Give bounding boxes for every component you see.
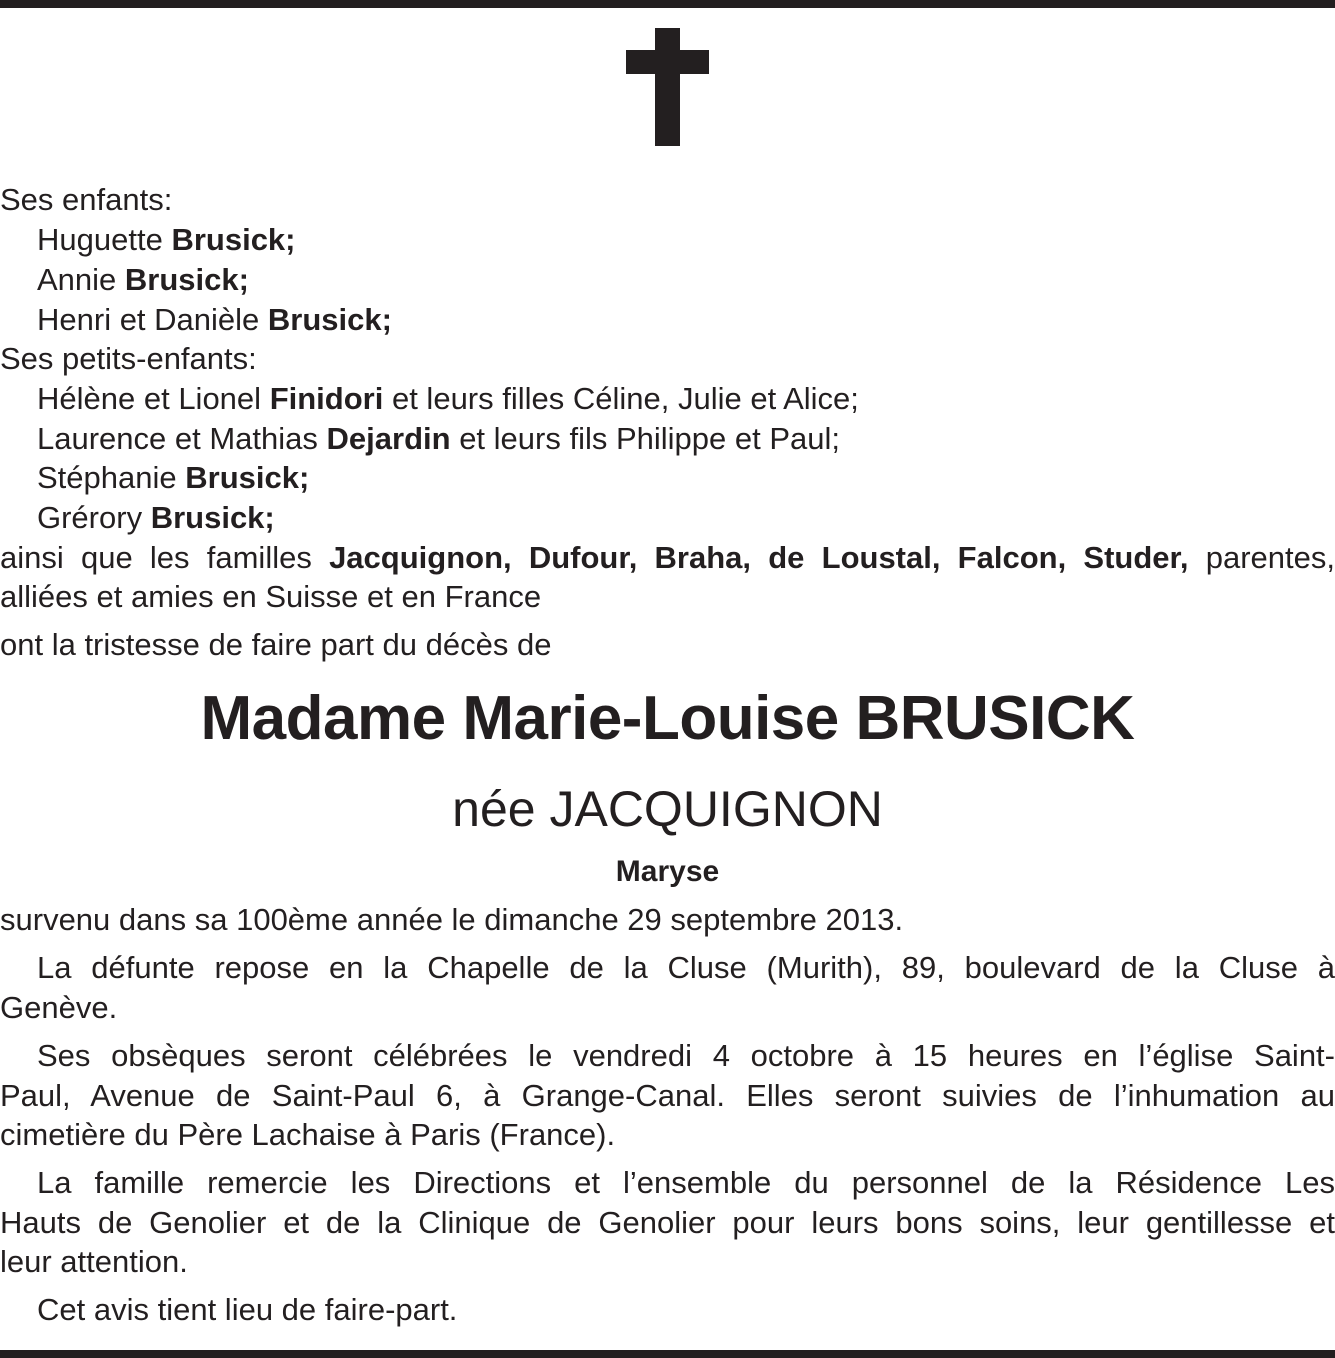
- repose-text-line-1: La défunte repose en la Chapelle de la Cluse (Murith), 89, boulevard de la Cluse à: [37, 950, 1335, 985]
- child-line: [0, 262, 1335, 298]
- repose-text-line-2: Genève.: [0, 990, 118, 1025]
- top-rule: [0, 0, 1335, 8]
- grandchild-given: Stéphanie: [37, 460, 177, 495]
- deceased-maiden-name: née JACQUIGNON: [452, 781, 883, 837]
- deceased-nickname: Maryse: [615, 855, 720, 888]
- grandchild-surname: Finidori: [269, 381, 384, 416]
- grandchild-line: [0, 381, 1335, 417]
- grandchild-given: Hélène et Lionel: [37, 381, 262, 416]
- other-families-prefix: ainsi que les familles: [0, 540, 312, 575]
- child-line: [0, 222, 1335, 258]
- grandchild-surname: Brusick;: [150, 500, 275, 535]
- other-families-names: Jacquignon, Dufour, Braha, de Loustal, Falcon, Studer,: [329, 540, 1189, 575]
- grandchild-suffix: et leurs fils Philippe et Paul;: [459, 421, 840, 456]
- funeral-text-line-1: Ses obsèques seront célébrées le vendredi 4 octobre à 15 heures en l’église Saint-: [37, 1038, 1335, 1073]
- other-families-suffix: parentes,: [1205, 540, 1335, 575]
- child-given: Huguette: [37, 222, 163, 257]
- grandchild-surname: Brusick;: [185, 460, 310, 495]
- funeral-text-line-2: Paul, Avenue de Saint-Paul 6, à Grange-Canal. Elles seront suivies de l’inhumation au: [0, 1078, 1335, 1113]
- death-notice-text: survenu dans sa 100ème année le dimanche 29 septembre 2013.: [0, 902, 904, 937]
- announcement-text: ont la tristesse de faire part du décès de: [0, 627, 552, 662]
- child-given: Henri et Danièle: [37, 302, 260, 337]
- cross-horizontal-bar: [626, 50, 709, 74]
- grandchild-line: [0, 500, 1335, 536]
- bottom-rule: [0, 1350, 1335, 1358]
- closing-text: Cet avis tient lieu de faire-part.: [37, 1292, 458, 1327]
- deceased-name: Madame Marie-Louise BRUSICK: [200, 684, 1135, 753]
- thanks-text-line-3: leur attention.: [0, 1244, 188, 1279]
- child-surname: Brusick;: [171, 222, 296, 257]
- child-surname: Brusick;: [124, 262, 249, 297]
- children-heading: Ses enfants:: [0, 182, 173, 217]
- child-surname: Brusick;: [267, 302, 392, 337]
- other-families-line-2: alliées et amies en Suisse et en France: [0, 579, 542, 614]
- grandchild-given: Laurence et Mathias: [37, 421, 318, 456]
- other-families-line: [0, 540, 1335, 576]
- grandchild-surname: Dejardin: [326, 421, 451, 456]
- grandchild-line: [0, 460, 1335, 496]
- thanks-text-line-1: La famille remercie les Directions et l’ensemble du personnel de la Résidence Les: [37, 1165, 1335, 1200]
- child-line: [0, 302, 1335, 338]
- grandchild-given: Grérory: [37, 500, 143, 535]
- funeral-text-line-3: cimetière du Père Lachaise à Paris (France).: [0, 1117, 616, 1152]
- child-given: Annie: [37, 262, 117, 297]
- cross-vertical-bar: [655, 28, 680, 146]
- grandchild-line: [0, 421, 1335, 457]
- grandchild-suffix: et leurs filles Céline, Julie et Alice;: [391, 381, 859, 416]
- grandchildren-heading: Ses petits-enfants:: [0, 341, 257, 376]
- thanks-text-line-2: Hauts de Genolier et de la Clinique de Genolier pour leurs bons soins, leur gentillesse et: [0, 1205, 1335, 1240]
